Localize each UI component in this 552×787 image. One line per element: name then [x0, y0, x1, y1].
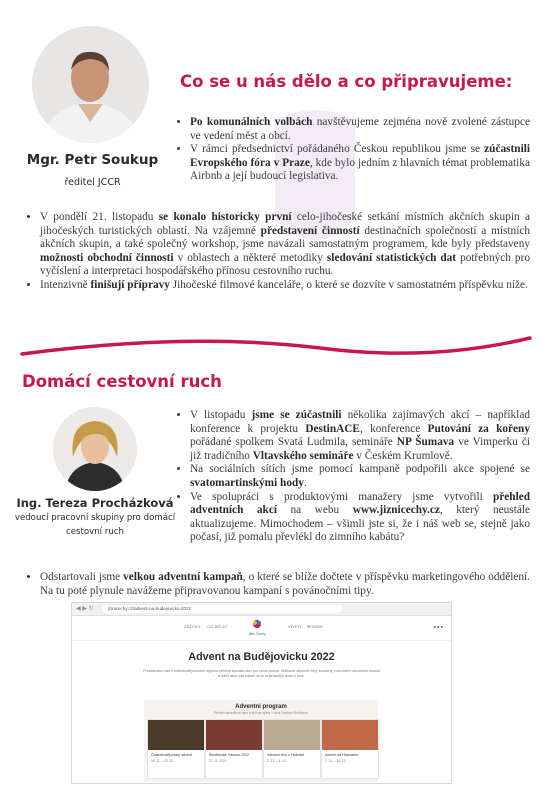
- person-role: vedoucí pracovní skupiny pro domácí: [14, 513, 176, 523]
- section-heading: Co se u nás dělo a co připravujeme:: [180, 72, 513, 91]
- browser-toolbar: [72, 603, 451, 616]
- page-title: Advent na Budějovicku 2022: [188, 651, 335, 663]
- program-title: Adventní program: [235, 704, 287, 710]
- section1-full-list: [26, 211, 530, 293]
- nav-item: REGIONY: [306, 625, 324, 629]
- list-item: • Na sociálních sítích jsme pomocí kampaně podpořili akce spojené se svatomartinskými hody.: [190, 463, 530, 490]
- program-box: [144, 700, 378, 782]
- wave-divider: [0, 328, 552, 368]
- event-card[interactable]: Vánoční trhy v Hluboké 3. 12. – 4. 12.: [263, 719, 321, 779]
- list-item: • Intenzivně finišují přípravy Jihočeské filmové kanceláře, o které se dozvíte v samostatném příspěvku níže.: [40, 279, 530, 293]
- avatar-petr-soukup: [32, 26, 149, 143]
- event-card[interactable]: Advent na Hlubokém 2. 12. – 18. 12.: [321, 719, 379, 779]
- logo-icon: [251, 619, 263, 629]
- person-name: Mgr. Petr Soukup: [26, 152, 159, 168]
- section-heading: Domácí cestovní ruch: [22, 372, 222, 391]
- site-header: [72, 616, 451, 641]
- person-role: ředitel JCCR: [64, 177, 121, 188]
- site-nav: [184, 625, 227, 629]
- nav-arrows-icon: ◀ ▶ ↻: [76, 606, 94, 612]
- event-card[interactable]: Ševětínské Vánoce 2022 27. 11. 2022: [205, 719, 263, 779]
- avatar-tereza-prochazkova: [53, 407, 137, 491]
- section2-right-list: [176, 409, 530, 545]
- nav-item: ZÁŽITKY: [184, 625, 201, 629]
- nav-item: CO DĚLAT: [207, 625, 228, 629]
- program-subtitle: Přehled adventních akcí a tipů na výlety v okolí Českých Budějovic: [213, 711, 309, 715]
- list-item: • Odstartovali jsme velkou adventní kampaň, o které se blíže dočtete v příspěvku marketingového oddělení. Na tu poté plynule navážeme připravovanou kampaní s povánočními tipy.: [40, 571, 530, 598]
- intro-text: Předvánoční čas v českobudějovickém regionu přinese spoustu akcí pro celou rodinu. Oblíbené adventní trhy, koncerty, rozsvícení vánočních stromů a další akce vás naladí na tu nejkrásnější dobu v roce.: [143, 669, 380, 678]
- person-name: Ing. Tereza Procházková: [16, 496, 174, 510]
- list-item: • V pondělí 21. listopadu se konalo historicky první celo-jihočeské setkání místních akčních skupin a jihočeských turistických oblastí. Na vzájemné představení činností destinačních společností a místních akčních skupin, a také společný workshop, jsme navázali samostatným programem, kde byly představeny možnosti obchodní činnosti v oblastech a některé metodiky sledování statistických dat potřebných pro vyčíslení a interpretaci hospodářského přínosu cestovního ruchu.: [40, 211, 530, 279]
- person-role-line2: cestovní ruch: [66, 527, 124, 537]
- social-icons: ● ● ●: [433, 624, 443, 629]
- site-logo: Jižní Čechy: [246, 619, 268, 636]
- website-screenshot: [71, 602, 452, 784]
- address-bar: jiznicechy.cz/advent-na-budejovicku-2022: [102, 605, 342, 613]
- list-item: • Po komunálních volbách navštěvujeme zejména nově zvolené zástupce ve vedení měst a obcí.: [190, 116, 530, 143]
- event-card[interactable]: Českobudějovický advent 26. 11. – 23. 12.: [147, 719, 205, 779]
- list-item: • Ve spolupráci s produktovými manažery jsme vytvořili přehled adventních akcí na webu www.jiznicechy.cz, který neustále aktualizujeme. Mimochodem – všimli jste si, že i náš web se, stejně jako počasí, již pomalu převlékl do zimního kabátu?: [190, 491, 530, 545]
- list-item: • V listopadu jsme se zúčastnili několika zajímavých akcí – například konference k projektu DestinACE, konference Putování za kořeny pořádané spolkem Svatá Ludmila, semináře NP Šumava ve Vimperku či již tradičního Vltavského semináře v Českém Krumlově.: [190, 409, 530, 463]
- list-item: • V rámci předsednictví pořádaného Českou republikou jsme se zúčastnili Evropského fóra v Praze, kde bylo jedním z hlavních témat problematika Airbnb a její budoucí legislativa.: [190, 143, 530, 184]
- nav-item: VÝLETY: [288, 625, 302, 629]
- site-nav-right: [288, 625, 323, 629]
- section1-right-list: [176, 116, 530, 184]
- section2-full-list: [26, 571, 530, 598]
